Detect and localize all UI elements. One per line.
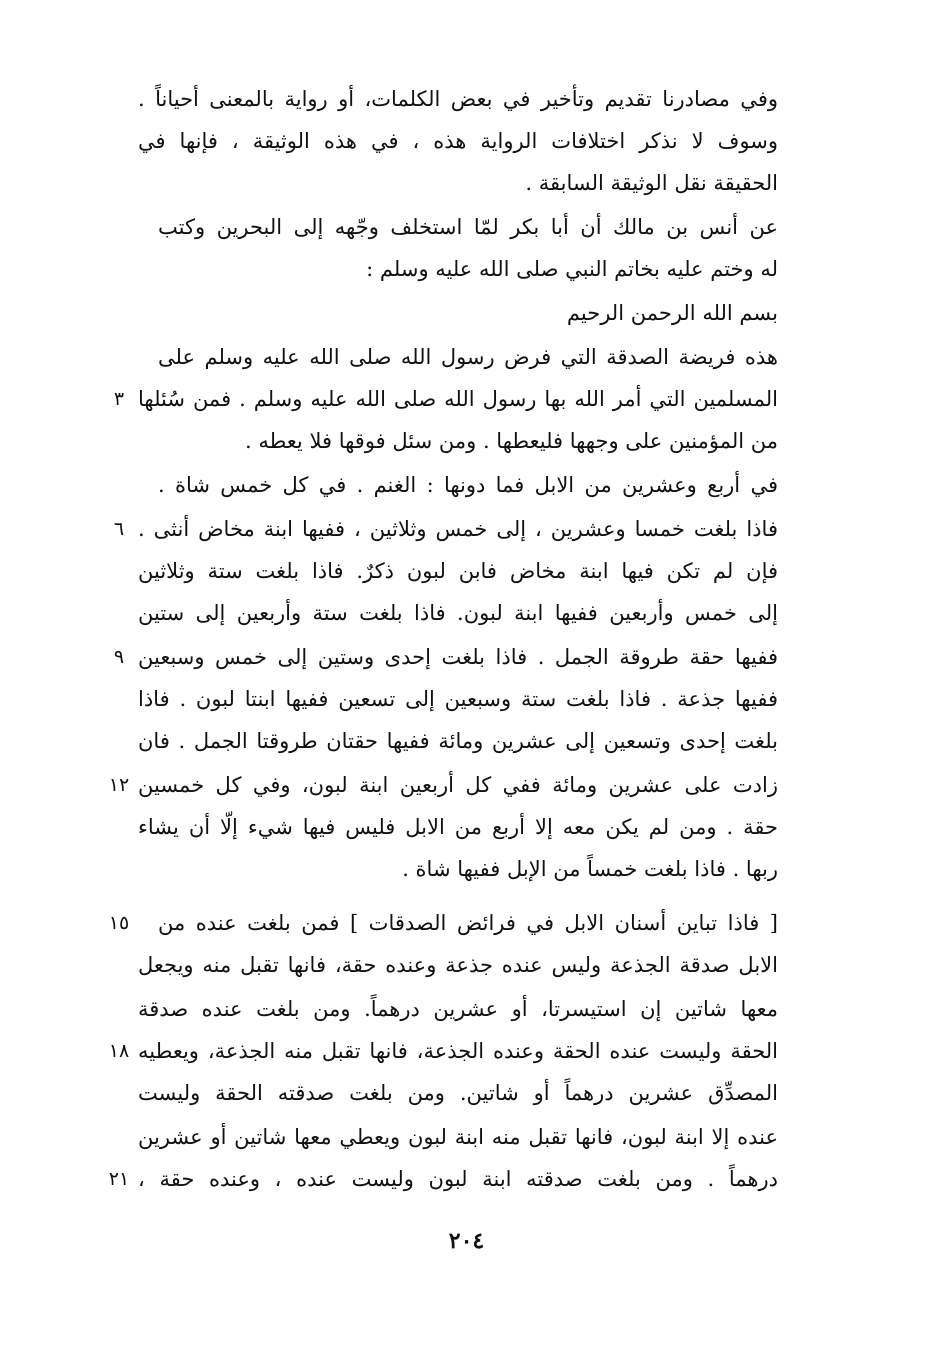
line-number-marker: ٢١ — [108, 1168, 130, 1190]
text-line: ففيها حقة طروقة الجمل . فاذا بلغت إحدى وستين إلى خمس وسبعين — [138, 645, 778, 669]
text-line: وفي مصادرنا تقديم وتأخير في بعض الكلمات، أو رواية بالمعنى أحياناً . — [138, 87, 778, 111]
text-line: ربها . فاذا بلغت خمساً من الإبل ففيها شاة . — [402, 857, 778, 881]
text-line: زادت على عشرين ومائة ففي كل أربعين ابنة لبون، وفي كل خمسين — [138, 773, 778, 797]
text-line: الحقيقة نقل الوثيقة السابقة . — [525, 171, 778, 195]
text-line: الابل صدقة الجذعة وليس عنده جذعة وعنده حقة، فانها تقبل منه ويجعل — [138, 953, 778, 977]
text-line: بلغت إحدى وتسعين إلى عشرين ومائة ففيها حقتان طروقتا الجمل . فان — [138, 729, 778, 753]
basmala-line: بسم الله الرحمن الرحيم — [566, 301, 778, 325]
text-line: المصدِّق عشرين درهماً أو شاتين. ومن بلغت صدقته الحقة وليست — [138, 1081, 778, 1105]
text-line: فاذا بلغت خمسا وعشرين ، إلى خمس وثلاثين ، ففيها ابنة مخاض أنثى . — [138, 517, 778, 541]
text-line: المسلمين التي أمر الله بها رسول الله صلى الله عليه وسلم . فمن سُئلها — [138, 387, 778, 411]
text-line: معها شاتين إن استيسرتا، أو عشرين درهماً. ومن بلغت عنده صدقة — [138, 997, 778, 1021]
text-line: عن أنس بن مالك أن أبا بكر لمّا استخلف وجّهه إلى البحرين وكتب — [158, 215, 778, 239]
text-line: من المؤمنين على وجهها فليعطها . ومن سئل فوقها فلا يعطه . — [244, 429, 778, 453]
text-line: [ فاذا تباين أسنان الابل في فرائض الصدقات ] فمن بلغت عنده من — [158, 911, 778, 935]
text-line: له وختم عليه بخاتم النبي صلى الله عليه وسلم : — [366, 257, 778, 281]
text-line: وسوف لا نذكر اختلافات الرواية هذه ، في هذه الوثيقة ، فإنها في — [138, 129, 778, 153]
text-line: إلى خمس وأربعين ففيها ابنة لبون. فاذا بلغت ستة وأربعين إلى ستين — [138, 601, 778, 625]
line-number-marker: ٣ — [113, 388, 125, 410]
line-number-marker: ٩ — [113, 646, 125, 668]
line-number-marker: ١٨ — [108, 1040, 130, 1062]
text-line: ففيها جذعة . فاذا بلغت ستة وسبعين إلى تسعين ففيها ابنتا لبون . فاذا — [138, 687, 778, 711]
line-number-marker: ١٥ — [108, 912, 130, 934]
text-line: فإن لم تكن فيها ابنة مخاض فابن لبون ذكرٌ. فاذا بلغت ستة وثلاثين — [138, 559, 778, 583]
text-line: حقة . ومن لم يكن معه إلا أربع من الابل فليس فيها شيء إلّا أن يشاء — [138, 815, 778, 839]
text-line: في أربع وعشرين من الابل فما دونها : الغنم . في كل خمس شاة . — [158, 473, 778, 497]
page-number: ٢٠٤ — [448, 1228, 485, 1254]
text-line: الحقة وليست عنده الحقة وعنده الجذعة، فانها تقبل منه الجذعة، ويعطيه — [138, 1039, 778, 1063]
text-line: هذه فريضة الصدقة التي فرض رسول الله صلى الله عليه وسلم على — [158, 345, 778, 369]
text-line: درهماً . ومن بلغت صدقته ابنة لبون وليست عنده ، وعنده حقة ، — [138, 1167, 778, 1191]
line-number-marker: ٦ — [113, 518, 125, 540]
text-line: عنده إلا ابنة لبون، فانها تقبل منه ابنة لبون ويعطي معها شاتين أو عشرين — [138, 1125, 778, 1149]
line-number-marker: ١٢ — [108, 774, 130, 796]
